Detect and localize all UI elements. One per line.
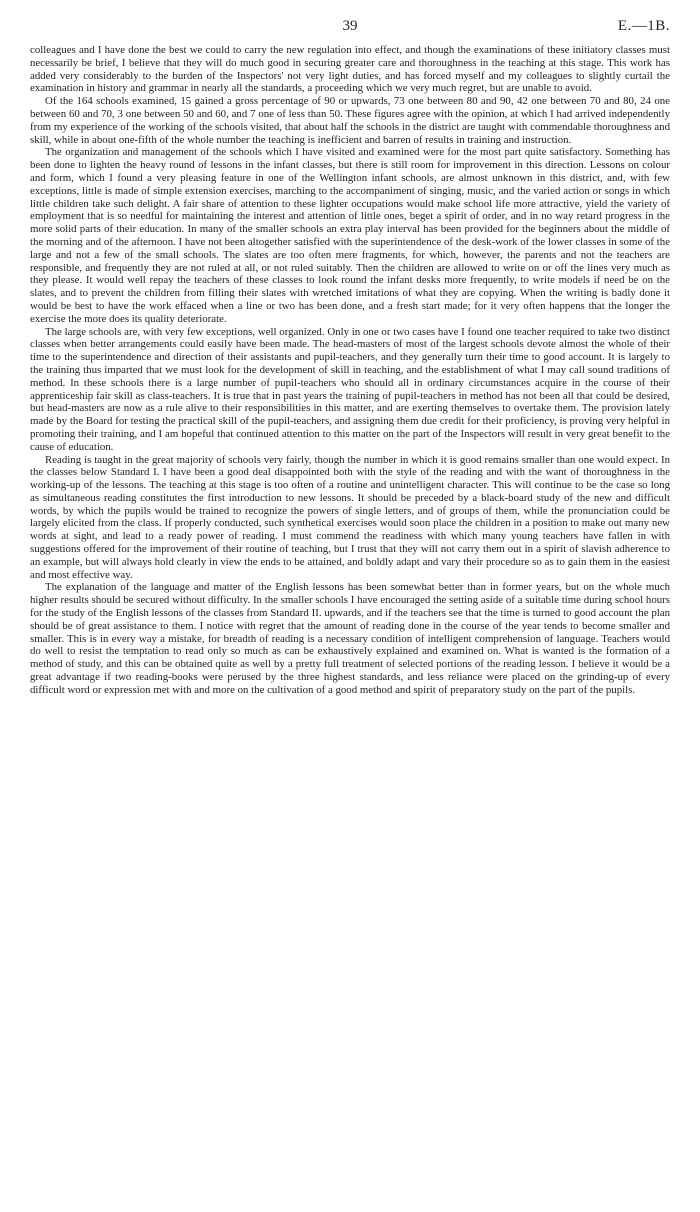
paragraph-english-lessons: The explanation of the language and matter of the English lessons has been somewhat better than in former years, but on the whole much higher results should be secured without difficulty. In the smaller schools I have encouraged the setting aside of a suitable time during school hours for the study of the English lessons of the classes from Standard II. upwards, and if the teachers see that the time is turned to good account the plan should be of great assistance to them. I notice with regret that the amount of reading done in the course of the year tends to become smaller and smaller. This is in every way a mistake, for breadth of reading is a necessary condition of intelligent comprehension of language. Teachers would do well to resist the temptation to read only so much as can be exhaustively explained and examined on. What is wanted is the formation of a method of study, and this can be obtained quite as well by a pretty full treatment of selected portions of the reading lesson. I believe it would be a great advantage if two reading-books were perused by the three highest standards, and less reliance were placed on the grinding-up of every difficult word or expression met with and more on the cultivation of a good method and spirit of preparatory study on the part of the pupils. [30,581,670,696]
page-number: 39 [342,18,358,34]
paragraph-organization-management: The organization and management of the schools which I have visited and examined were for the most part quite satisfactory. Something has been done to lighten the heavy round of lessons in the infant classes, but there is still room for improvement in this direction. Lessons on colour and form, which I found a very pleasing feature in one of the Wellington infant schools, are almost unknown in this district, and, with few exceptions, little is made of simple extension exercises, marching to the accompaniment of singing, music, and the varied action or songs in which little children take such delight. A fair share of attention to these lighter occupations would make school life more attractive, yield the variety of employment that is so needful for maintaining the interest and attention of little ones, beget a spirit of order, and in no way retard progress in the more solid parts of their education. In many of the smaller schools an extra play interval has been provided for the beginners about the middle of the morning and of the afternoon. I have not been altogether satisfied with the superintendence of the desk-work of the lower classes in some of the large and not a few of the small schools. The slates are too often mere fragments, for which, however, the parents and not the teachers are responsible, and frequently they are not ruled at all, or not ruled suitably. Then the children are allowed to write on or off the lines very much as they please. It would well repay the teachers of these classes to look round the infant desks more frequently, to write models if need be on the slates, and to prevent the children from filling their slates with wretched imitations of what they are copying. When the writing is badly done it would be best to have the work effaced when a line or two has been done, and a fresh start made; for it very often happens that the longer the exercise the more does its quality deteriorate. [30,146,670,325]
document-reference: E.—1B. [617,18,670,34]
report-body [30,44,670,697]
paragraph-reading: Reading is taught in the great majority of schools very fairly, though the number in which it is good remains smaller than one would expect. In the classes below Standard I. I have been a good deal disappointed both with the style of the reading and with the want of thoroughness in the working-up of the lessons. The teaching at this stage is too often of a routine and unintelligent character. This will continue to be the case so long as simultaneous reading constitutes the first introduction to new lessons. It should be preceded by a black-board study of the new and difficult words, by which the pupils would be trained to recognize the powers of single letters, and of groups of them, while the pronunciation could be largely elicited from the class. If properly conducted, such synthetical exercises would soon place the children in a position to make out many new words at sight, and lead to a ready power of reading. I must commend the readiness with which many young teachers have fallen in with suggestions offered for the improvement of their routine of teaching, but I trust that they will not carry them out in a spirit of slavish adherence to an example, but will always hold clearly in view the ends to be attained, and boldly adapt and vary their procedure so as to gain them in the easiest and most effective way. [30,453,670,581]
page-header [30,18,670,38]
paragraph-large-schools: The large schools are, with very few exceptions, well organized. Only in one or two cases have I found one teacher required to take two distinct classes when better arrangements could easily have been made. The head-masters of most of the largest schools devote almost the whole of their time to the superintendence and direction of their assistants and pupil-teachers, and they generally turn their time to good account. It is largely to the training thus imparted that we must look for the development of skill in teaching, and the establishment of what I may call sound traditions of method. In these schools there is a large number of pupil-teachers who should all in ordinary circumstances acquire in the course of their apprenticeship fair skill as class-teachers. It is true that in past years the training of pupil-teachers in method has not been all that could be desired, but head-masters are now as a rule alive to their responsibilities in this matter, and are exerting themselves to overtake them. The provision lately made by the Board for testing the practical skill of the pupil-teachers, and assigning them due credit for their proficiency, is proving very helpful in promoting their training, and I am hopeful that continued attention to this matter on the part of the Inspectors will result in very great benefit to the cause of education. [30,325,670,453]
paragraph-school-percentages: Of the 164 schools examined, 15 gained a gross percentage of 90 or upwards, 73 one between 80 and 90, 42 one between 70 and 80, 24 one between 60 and 70, 3 one between 50 and 60, and 7 one of less than 50. These figures agree with the opinion, at which I had arrived independently from my experience of the working of the schools visited, that about half the schools in the district are taught with commendable thoroughness and skill, while in about one-fifth of the whole number the teaching is inefficient and barren of results in training and instruction. [30,95,670,146]
paragraph-continued: colleagues and I have done the best we could to carry the new regulation into effect, and though the examinations of these initiatory classes must necessarily be brief, I believe that they will do much good in securing greater care and thoroughness in the teaching at this stage. This work has added very considerably to the burden of the Inspectors' not very light duties, and has forced myself and my colleagues to slightly curtail the examination in history and grammar in nearly all the standards, a proceeding which we very much regret, but are unable to avoid. [30,44,670,95]
